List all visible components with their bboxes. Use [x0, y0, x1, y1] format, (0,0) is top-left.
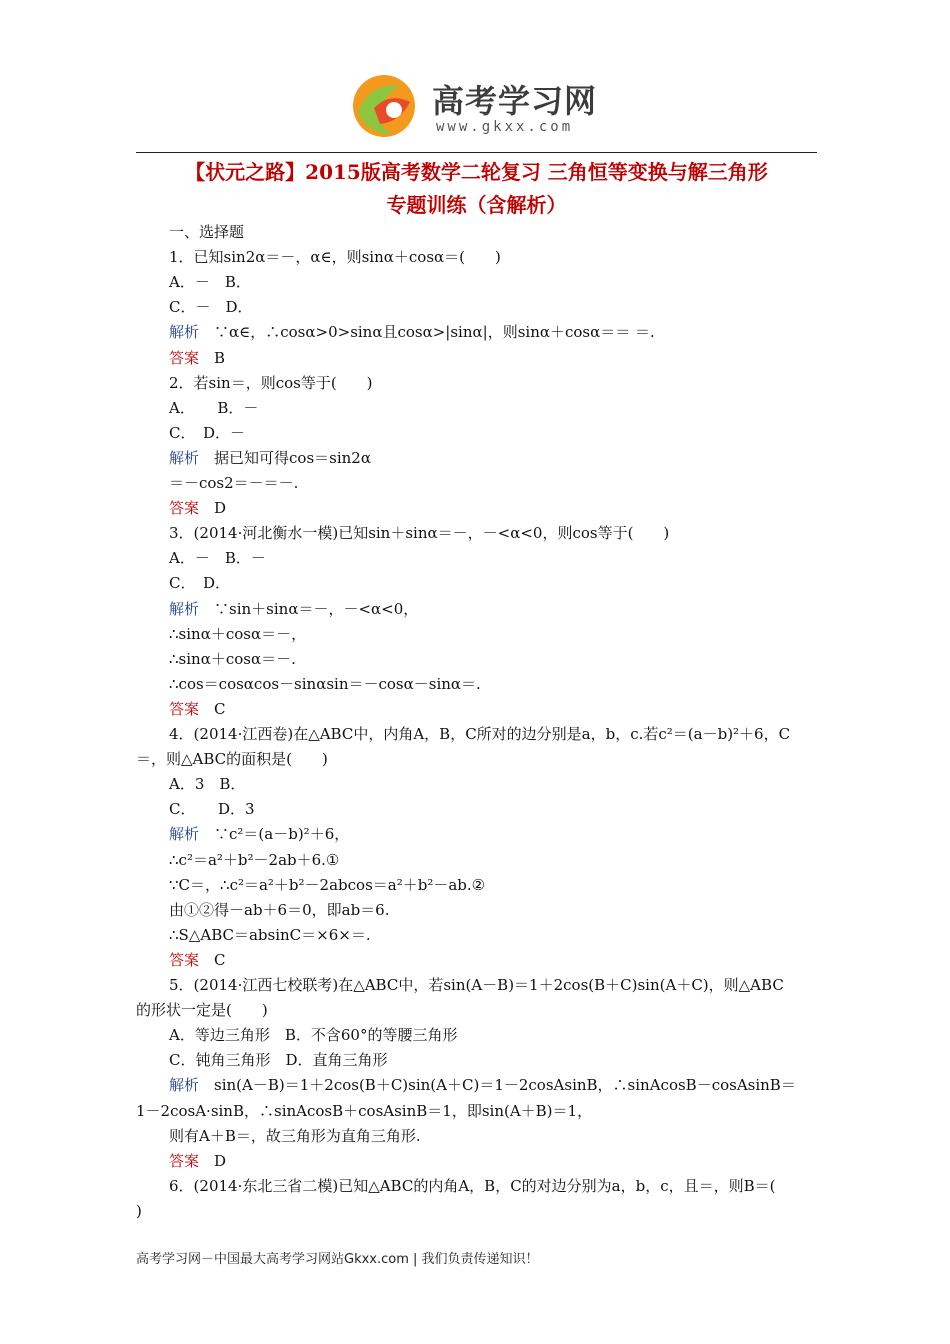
line-text: sin(A－B)＝1＋2cos(B＋C)sin(A＋C)＝1－2cosAsinB，∴sinAcosB－cosAsinB＝ — [199, 1076, 796, 1095]
text-line — [169, 950, 226, 970]
page-footer: 高考学习网－中国最大高考学习网站Gkxx.com | 我们负责传递知识！ — [136, 1252, 539, 1267]
text-line — [169, 699, 226, 719]
answer-label: 答案 — [169, 950, 200, 969]
line-text: 则有A＋B＝，故三角形为直角三角形. — [169, 1126, 421, 1145]
line-text: ∵c²＝(a－b)²＋6， — [199, 825, 350, 844]
text-line — [169, 1075, 796, 1095]
line-text: ∴cos＝cosαcos－sinαsin＝－cosα－sinα＝. — [169, 674, 481, 693]
text-line — [136, 1201, 142, 1221]
text-line — [169, 975, 784, 995]
text-line — [136, 1101, 592, 1121]
solution-label: 解析 — [169, 1076, 200, 1095]
line-text: B — [199, 348, 226, 367]
line-text: ＝，则△ABC的面积是( ) — [136, 750, 328, 769]
line-text: ∵C＝，∴c²＝a²＋b²－2abcos＝a²＋b²－ab.② — [169, 875, 486, 894]
answer-label: 答案 — [169, 699, 200, 718]
text-line — [169, 222, 244, 242]
line-text: 1．已知sin2α＝－，α∈，则sinα＋cosα＝( ) — [169, 248, 501, 267]
text-line — [169, 799, 255, 819]
line-text: ) — [136, 1201, 142, 1220]
line-text: 据已知可得cos＝sin2α — [199, 448, 371, 467]
text-line — [169, 247, 501, 267]
text-line — [169, 322, 655, 342]
line-text: C． D．－ — [169, 423, 246, 442]
text-line — [169, 573, 230, 593]
line-text: 2．若sin＝，则cos等于( ) — [169, 373, 373, 392]
text-line — [169, 523, 669, 543]
text-line — [169, 473, 298, 493]
line-text: ∵α∈，∴cosα>0>sinα且cosα>|sinα|，则sinα＋cosα＝＝ ＝. — [199, 323, 655, 342]
text-line — [169, 373, 373, 393]
line-text: A．－ B． — [169, 273, 251, 292]
text-line — [169, 272, 251, 292]
line-text: ＝－cos2＝－＝－. — [169, 474, 299, 492]
text-line — [169, 448, 371, 468]
line-text: 一、选择题 — [169, 223, 245, 241]
line-text: 由①②得－ab＋6＝0，即ab＝6. — [169, 900, 390, 919]
line-text: ∴sinα＋cosα＝－. — [169, 649, 296, 668]
logo-name: 高考学习网 — [432, 82, 598, 120]
line-text: 3．(2014·河北衡水一模)已知sin＋sinα＝－，－<α<0，则cos等于( ) — [169, 524, 670, 543]
text-line — [169, 423, 245, 443]
text-line — [169, 1176, 776, 1196]
text-line — [169, 548, 266, 568]
text-line — [169, 774, 245, 794]
line-text: 1－2cosA·sinB，∴sinAcosB＋cosAsinB＝1，即sin(A＋B)＝1， — [136, 1101, 593, 1120]
line-text: A．等边三角形 B．不含60°的等腰三角形 — [169, 1026, 458, 1045]
answer-label: 答案 — [169, 348, 200, 367]
text-line — [169, 297, 253, 317]
text-line — [169, 1050, 388, 1070]
text-line — [169, 624, 306, 644]
text-line — [169, 925, 371, 945]
line-text: A．－ B．－ — [169, 549, 266, 568]
document-title-line-2: 专题训练（含解析） — [386, 193, 567, 217]
text-line — [169, 1151, 226, 1171]
text-line — [169, 348, 225, 368]
line-text: ∴c²＝a²＋b²－2ab＋6.① — [169, 850, 340, 869]
text-line — [169, 398, 258, 418]
solution-label: 解析 — [169, 448, 200, 467]
site-logo — [346, 70, 616, 150]
line-text: D — [199, 1151, 227, 1170]
text-line — [136, 1000, 268, 1020]
line-text: C．钝角三角形 D．直角三角形 — [169, 1051, 388, 1070]
line-text: C — [199, 950, 226, 969]
header-divider — [136, 152, 817, 153]
line-text: D — [199, 499, 227, 518]
text-line — [169, 900, 390, 920]
line-text: 的形状一定是( ) — [136, 1001, 268, 1020]
text-line — [169, 599, 418, 619]
line-text: C． D． — [169, 574, 231, 593]
answer-label: 答案 — [169, 499, 200, 518]
text-line — [136, 749, 328, 769]
line-text: C — [199, 699, 226, 718]
text-line — [169, 498, 226, 518]
line-text: ∴sinα＋cosα＝－， — [169, 624, 307, 643]
text-line — [169, 724, 790, 744]
document-title-line-1: 【状元之路】2015版高考数学二轮复习 三角恒等变换与解三角形 — [185, 160, 768, 184]
line-text: C．－ D． — [169, 298, 253, 317]
solution-label: 解析 — [169, 599, 200, 618]
solution-label: 解析 — [169, 825, 200, 844]
line-text: ∴S△ABC＝absinC＝×6×＝. — [169, 925, 371, 944]
line-text: 4．(2014·江西卷)在△ABC中，内角A，B，C所对的边分别是a，b，c.若c²＝(a－b)²＋6，C — [169, 725, 791, 743]
answer-label: 答案 — [169, 1151, 200, 1170]
logo-globe-icon — [350, 72, 418, 140]
line-text: 5．(2014·江西七校联考)在△ABC中，若sin(A－B)＝1＋2cos(B＋C)sin(A＋C)，则△ABC — [169, 976, 784, 994]
text-line — [169, 649, 296, 669]
text-line — [169, 824, 349, 844]
text-line — [169, 1126, 421, 1146]
solution-label: 解析 — [169, 323, 200, 342]
text-line — [169, 850, 339, 870]
text-line — [169, 875, 485, 895]
line-text: A．3 B． — [169, 775, 246, 794]
text-line — [169, 674, 481, 694]
text-line — [169, 1025, 457, 1045]
line-text: C． D．3 — [169, 800, 255, 819]
logo-url: www.gkxx.com — [436, 119, 574, 135]
line-text: ∵sin＋sinα＝－，－<α<0， — [199, 599, 419, 618]
line-text: 6．(2014·东北三省二模)已知△ABC的内角A，B，C的对边分别为a，b，c，且＝，则B＝( — [169, 1176, 776, 1195]
line-text: A． B．－ — [169, 398, 259, 417]
